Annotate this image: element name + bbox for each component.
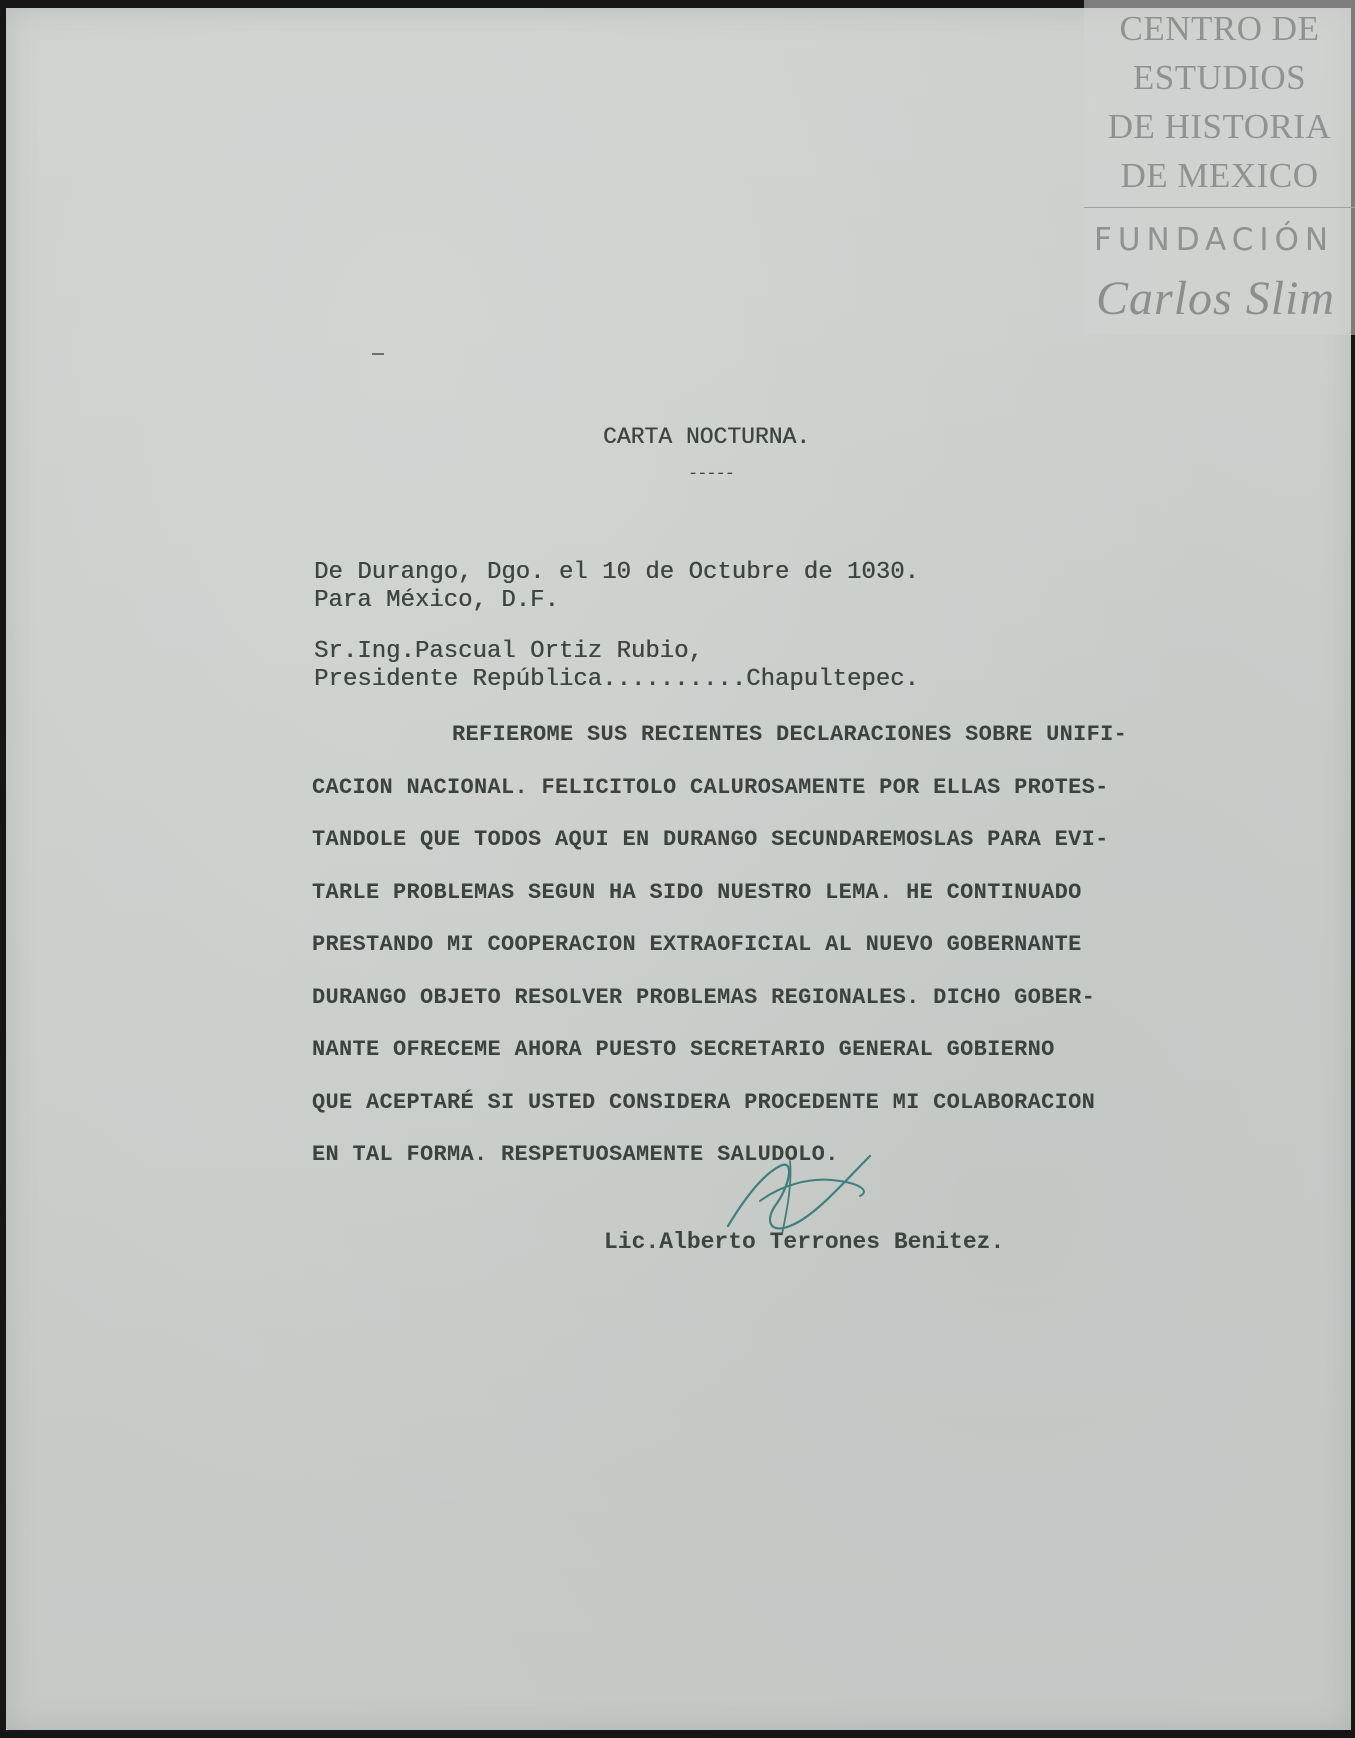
body-line: QUE ACEPTARÉ SI USTED CONSIDERA PROCEDENTE MI COLABORACION	[312, 1090, 1096, 1115]
body-line: PRESTANDO MI COOPERACION EXTRAOFICIAL AL NUEVO GOBERNANTE	[312, 932, 1082, 957]
stamp-line: ESTUDIOS	[1132, 58, 1307, 97]
destination-line: Para México, D.F.	[314, 587, 559, 614]
body-line: TANDOLE QUE TODOS AQUI EN DURANGO SECUNDAREMOSLAS PARA EVI-	[312, 827, 1109, 852]
title-underline: -----	[688, 465, 735, 484]
stamp-line: DE HISTORIA	[1107, 107, 1332, 146]
archive-watermark	[1084, 0, 1355, 335]
body-line: REFIEROME SUS RECIENTES DECLARACIONES SOBRE UNIFI-	[452, 722, 1128, 747]
ink-fleck	[372, 353, 384, 355]
letter-title: CARTA NOCTURNA.	[603, 424, 811, 450]
stamp-divider	[1084, 207, 1355, 208]
sender-signature: Lic.Alberto Terrones Benitez.	[604, 1229, 1005, 1255]
stamp-fundacion: FUNDACIÓN	[1094, 222, 1335, 258]
carlos-slim-logo	[1088, 268, 1350, 330]
addressee-title: Presidente República..........Chapultepec.	[314, 666, 919, 693]
addressee-name: Sr.Ing.Pascual Ortiz Rubio,	[314, 638, 703, 665]
body-line: EN TAL FORMA. RESPETUOSAMENTE SALUDOLO.	[312, 1142, 839, 1167]
body-line: CACION NACIONAL. FELICITOLO CALUROSAMENTE POR ELLAS PROTES-	[312, 775, 1109, 800]
body-line: TARLE PROBLEMAS SEGUN HA SIDO NUESTRO LEMA. HE CONTINUADO	[312, 880, 1082, 905]
body-line: DURANGO OBJETO RESOLVER PROBLEMAS REGIONALES. DICHO GOBER-	[312, 985, 1096, 1010]
stamp-line: CENTRO DE	[1119, 9, 1320, 48]
stamp-line: DE MEXICO	[1120, 156, 1319, 195]
body-line: NANTE OFRECEME AHORA PUESTO SECRETARIO GENERAL GOBIERNO	[312, 1037, 1055, 1062]
handwritten-signature	[720, 1146, 880, 1241]
origin-date-line: De Durango, Dgo. el 10 de Octubre de 1030.	[314, 559, 919, 586]
svg-text:Carlos Slim: Carlos Slim	[1096, 272, 1336, 325]
